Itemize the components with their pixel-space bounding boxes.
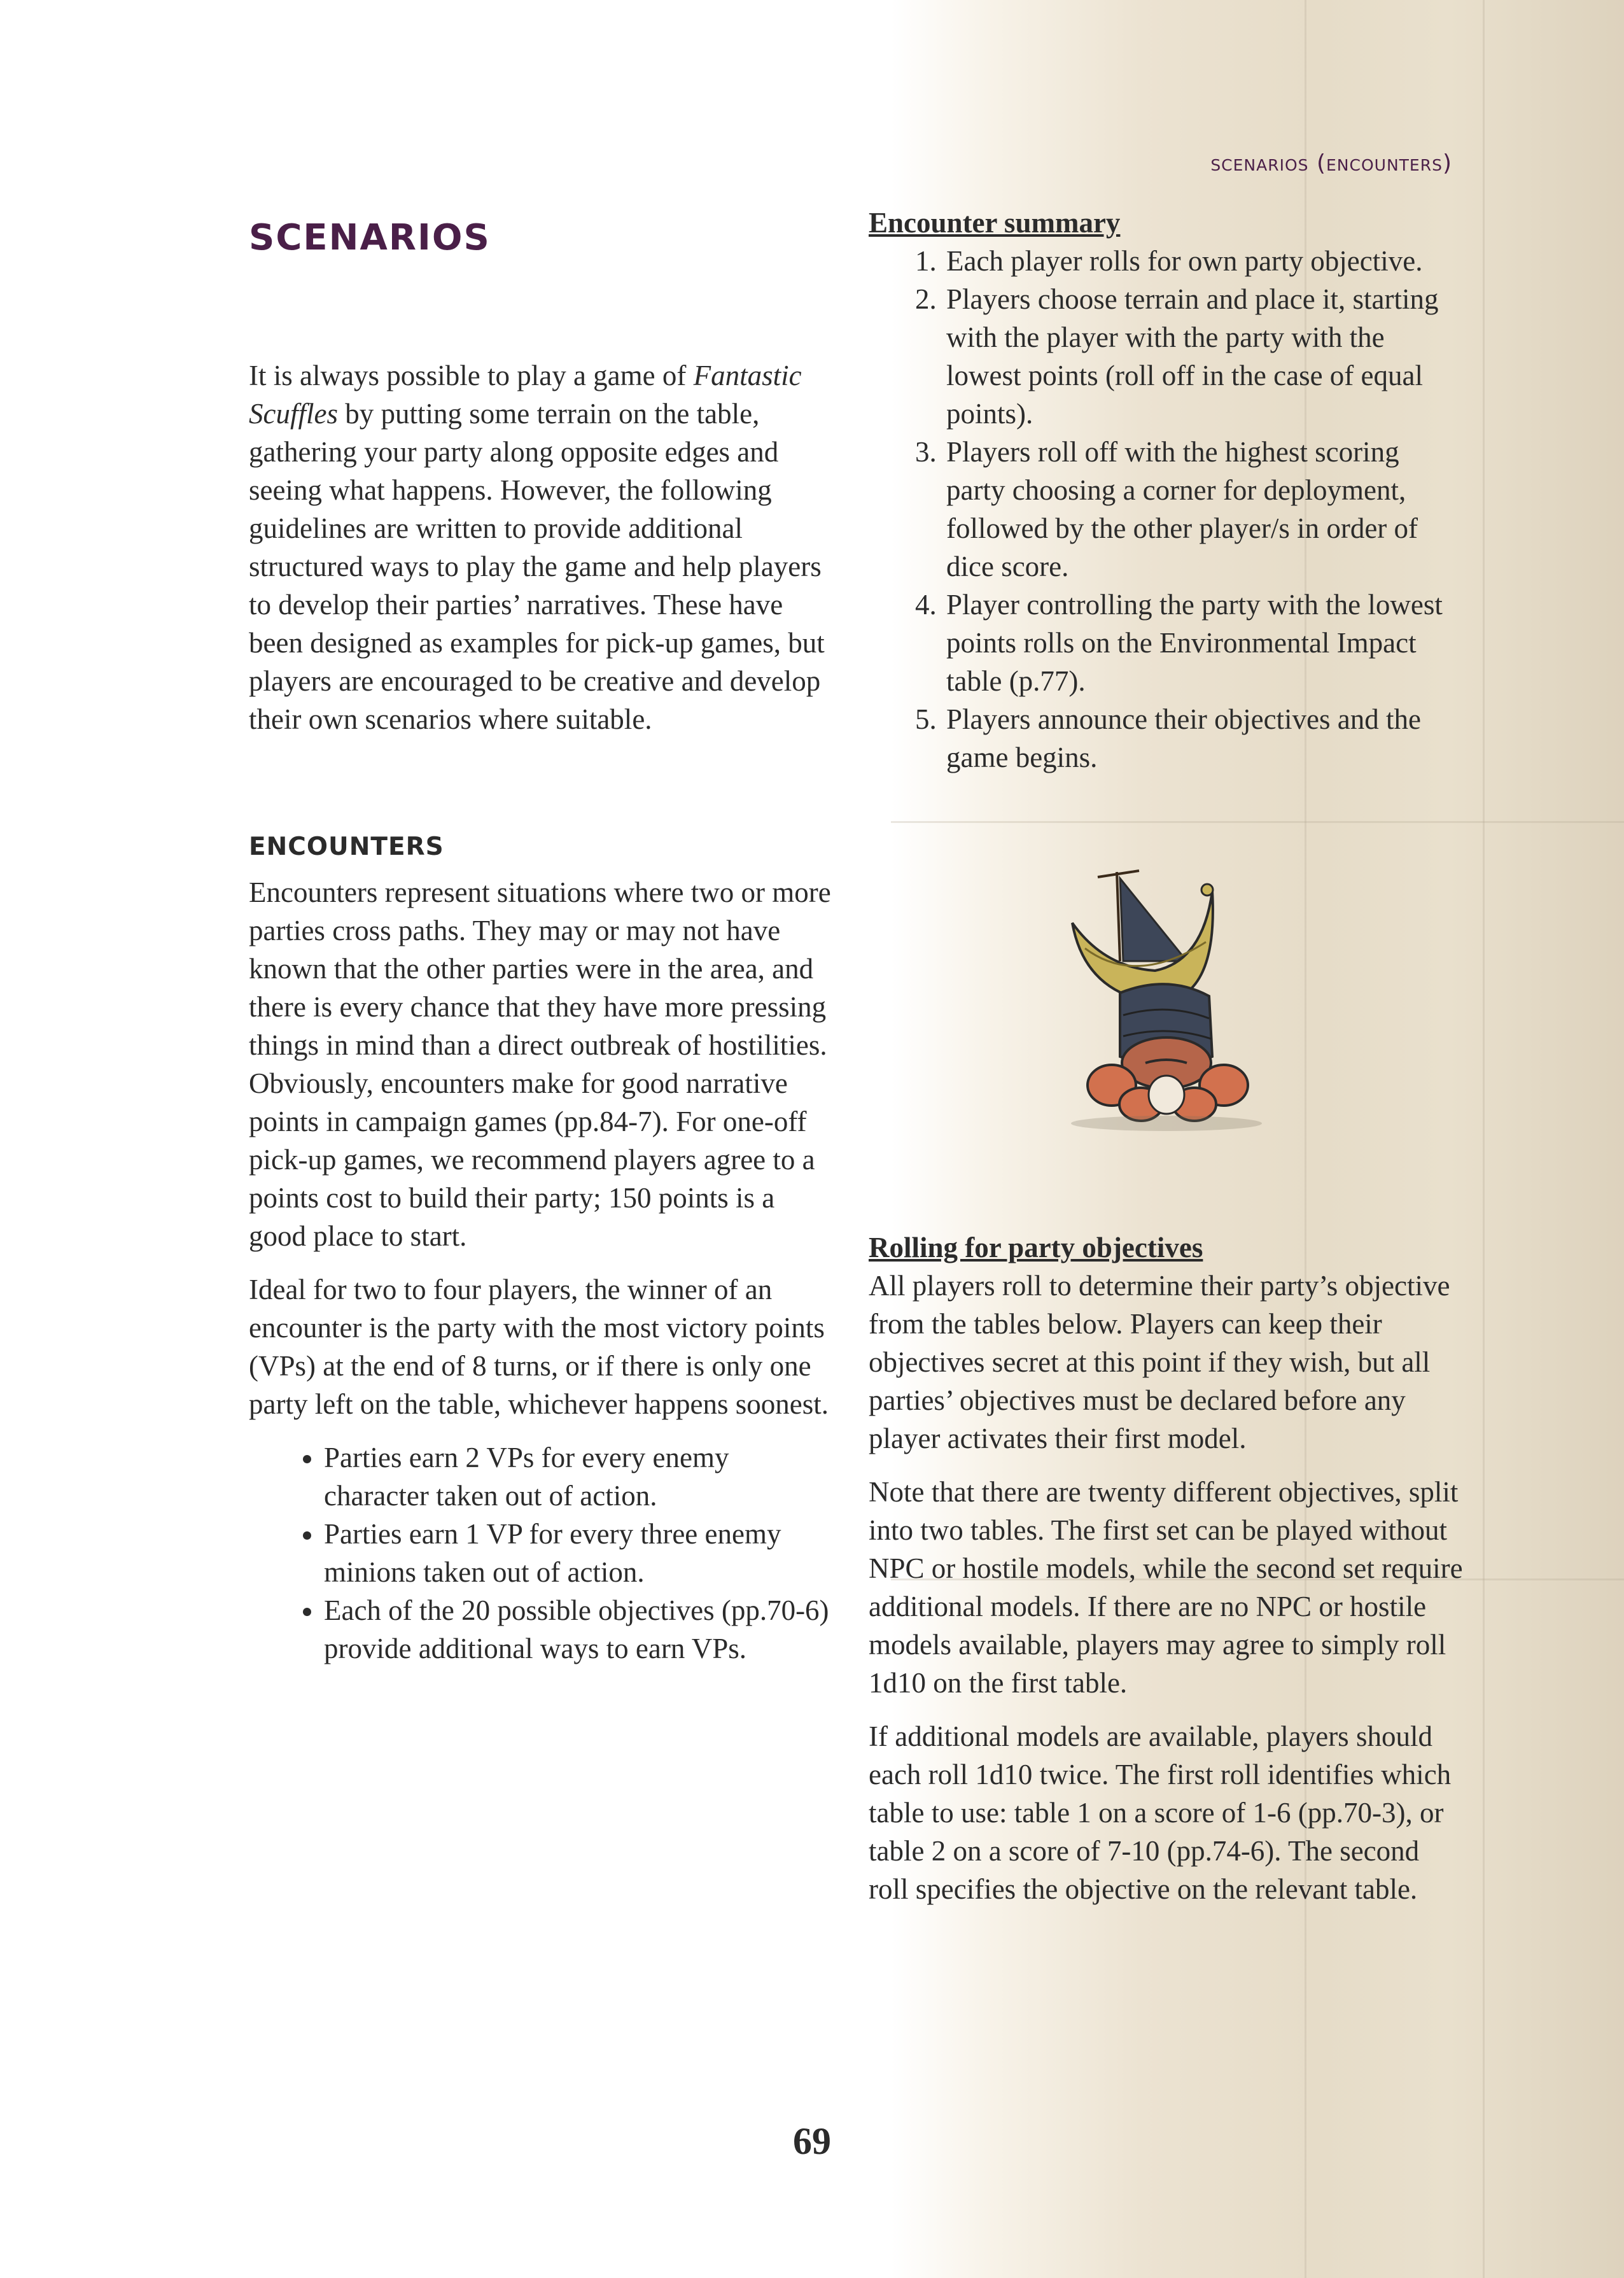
rolling-paragraph: Note that there are twenty different objectives, split into two tables. The first set can be played without NPC or hostile models, while the second set require additional models. If there are no NPC or hostile models available, players may agree to simply roll 1d10 on the first table. — [869, 1476, 1463, 1699]
encounters-heading: encounters — [249, 822, 444, 864]
encounter-summary-list — [869, 242, 1464, 777]
list-item: • Parties earn 1 VP for every three enemy minions taken out of action. — [324, 1515, 834, 1591]
left-column — [249, 204, 834, 1668]
encounter-summary-heading: Encounter summary — [869, 207, 1121, 239]
paper-crease — [1483, 0, 1485, 2278]
list-item: • Parties earn 2 VPs for every enemy character taken out of action. — [324, 1438, 834, 1515]
list-item: • Each of the 20 possible objectives (pp.70-6) provide additional ways to earn VPs. — [324, 1591, 834, 1668]
list-item: 5. Players announce their objectives and the game begins. — [944, 700, 1464, 777]
running-head: scenarios (encounters) — [1210, 150, 1452, 176]
encounters-paragraph: Ideal for two to four players, the winner of an encounter is the party with the most victory points (VPs) at the end of 8 turns, or if there is only one party left on the table, whichever happens soonest. — [249, 1274, 829, 1420]
crab-illustration — [1060, 866, 1289, 1133]
intro-paragraph: It is always possible to play a game of Fantastic Scuffles by putting some terrain on the table, gathering your party along opposite edges and seeing what happens. However, the following guidelines are written to provide additional structured ways to play the game and help players to develop their parties’ narratives. These have been designed as examples for pick-up games, but players are encouraged to be creative and develop their own scenarios where suitable. — [249, 360, 825, 735]
list-item: 3. Players roll off with the highest scoring party choosing a corner for deployment, followed by the other player/s in order of dice score. — [944, 433, 1464, 586]
game-title: Fantastic Scuffles — [249, 360, 802, 430]
list-item: 1. Each player rolls for own party objective. — [944, 242, 1464, 280]
list-item: 2. Players choose terrain and place it, starting with the player with the party with the lowest points (roll off in the case of equal points). — [944, 280, 1464, 433]
victory-points-list — [249, 1438, 834, 1668]
list-item: 4. Player controlling the party with the lowest points rolls on the Environmental Impact table (p.77). — [944, 586, 1464, 700]
rolling-objectives-heading: Rolling for party objectives — [869, 1232, 1203, 1263]
page-number: 69 — [793, 2120, 831, 2162]
rolling-paragraph: All players roll to determine their party’s objective from the tables below. Players can keep their objectives secret at this point if they wish, but all parties’ objectives must be declared before any player activates their first model. — [869, 1270, 1450, 1454]
page-title: scenarios — [249, 202, 491, 262]
encounters-paragraph: Encounters represent situations where two or more parties cross paths. They may or may not have known that the other parties were in the area, and there is every chance that they have more pressing things in mind than a direct outbreak of hostilities. Obviously, encounters make for good narrative points in campaign games (pp.84-7). For one-off pick-up games, we recommend players agree to a points cost to build their party; 150 points is a good place to start. — [249, 876, 831, 1252]
rolling-paragraph: If additional models are available, players should each roll 1d10 twice. The first roll identifies which table to use: table 1 on a score of 1-6 (pp.70-3), or table 2 on a score of 7-10 (pp.74-6). The second roll specifies the objective on the relevant table. — [869, 1720, 1452, 1905]
